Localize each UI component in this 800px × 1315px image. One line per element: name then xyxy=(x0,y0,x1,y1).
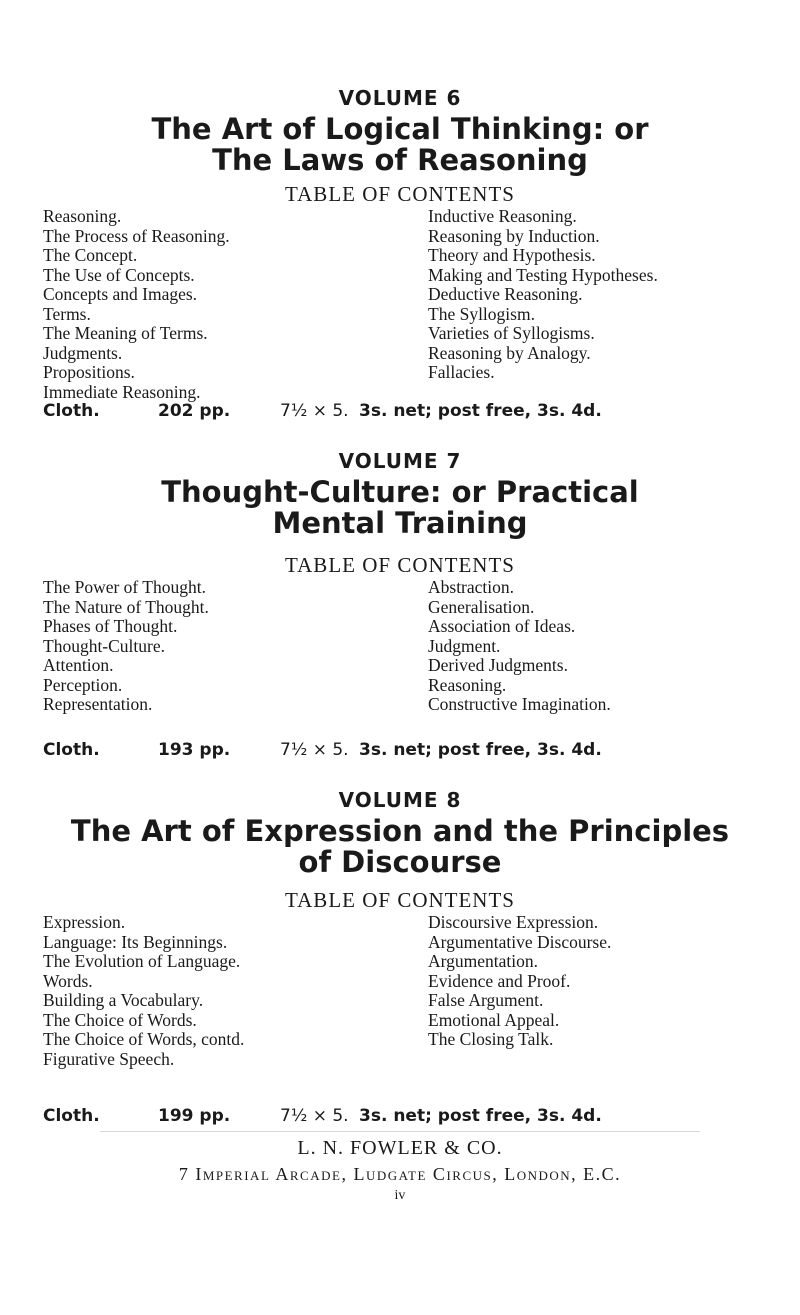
toc-item: Making and Testing Hypotheses. xyxy=(428,264,658,285)
volume-title xyxy=(0,114,800,176)
publisher-name: L. N. FOWLER & CO. xyxy=(297,1137,503,1159)
toc-item: Concepts and Images. xyxy=(43,284,198,304)
toc-item: Deductive Reasoning. xyxy=(428,284,583,304)
toc-item: Evidence and Proof. xyxy=(428,970,571,991)
toc-item: Derived Judgments. xyxy=(428,655,568,675)
toc-item: Association of Ideas. xyxy=(428,616,576,636)
toc-item: Judgments. xyxy=(43,342,123,363)
toc-item: The Use of Concepts. xyxy=(43,264,195,285)
page-count: 193 pp. xyxy=(158,740,231,760)
toc-right-column xyxy=(428,578,611,715)
toc-item: The Choice of Words. xyxy=(43,1009,197,1030)
toc-item: The Concept. xyxy=(43,245,138,265)
toc-columns xyxy=(0,578,800,798)
toc-item: Figurative Speech. xyxy=(43,1048,175,1069)
volume-8-section xyxy=(0,788,800,1133)
toc-item: Phases of Thought. xyxy=(43,616,178,636)
toc-item: Expression. xyxy=(43,912,126,932)
toc-item: Fallacies. xyxy=(428,362,495,382)
toc-item: Language: Its Beginnings. xyxy=(43,931,228,952)
toc-item: Representation. xyxy=(43,694,153,714)
volume-title xyxy=(0,477,800,539)
toc-item: Judgment. xyxy=(428,635,501,656)
toc-item: The Syllogism. xyxy=(428,303,535,324)
toc-item: Constructive Imagination. xyxy=(428,694,611,714)
toc-left-column xyxy=(43,578,209,715)
price: 3s. net; post free, 3s. 4d. xyxy=(359,401,602,421)
toc-item: Attention. xyxy=(43,655,114,675)
toc-item: Argumentative Discourse. xyxy=(428,931,612,952)
toc-item: Reasoning by Analogy. xyxy=(428,342,591,363)
toc-item: Reasoning. xyxy=(428,674,507,695)
toc-item: Theory and Hypothesis. xyxy=(428,245,596,265)
toc-item: Emotional Appeal. xyxy=(428,1009,560,1030)
volume-title-line: Thought-Culture: or Practical xyxy=(161,475,639,509)
toc-item: The Nature of Thought. xyxy=(43,596,209,617)
toc-item: Reasoning by Induction. xyxy=(428,225,600,246)
toc-item: The Closing Talk. xyxy=(428,1029,554,1049)
book-size: 7½ × 5. xyxy=(280,740,349,760)
toc-item: The Process of Reasoning. xyxy=(43,225,230,246)
toc-item: Varieties of Syllogisms. xyxy=(428,323,595,343)
toc-item: Inductive Reasoning. xyxy=(428,206,577,226)
volume-label: VOLUME 6 xyxy=(338,86,462,110)
book-size: 7½ × 5. xyxy=(280,1106,349,1126)
divider-rule xyxy=(100,1131,700,1132)
toc-item: Terms. xyxy=(43,303,91,324)
volume-label: VOLUME 8 xyxy=(338,788,462,812)
toc-left-column xyxy=(43,913,244,1069)
binding: Cloth. xyxy=(43,740,100,760)
volume-title xyxy=(0,816,800,878)
toc-heading: TABLE OF CONTENTS xyxy=(285,182,515,206)
volume-title-line: The Laws of Reasoning xyxy=(212,143,588,177)
toc-columns xyxy=(0,207,800,427)
volume-6-section xyxy=(0,86,800,427)
price: 3s. net; post free, 3s. 4d. xyxy=(359,740,602,760)
volume-title-line: of Discourse xyxy=(298,845,502,879)
toc-item: The Meaning of Terms. xyxy=(43,323,208,343)
toc-item: Abstraction. xyxy=(428,577,515,597)
price: 3s. net; post free, 3s. 4d. xyxy=(359,1106,602,1126)
publisher-address: 7 Imperial Arcade, Ludgate Circus, London, E.C. xyxy=(178,1164,622,1184)
volume-label: VOLUME 7 xyxy=(338,449,462,473)
toc-item: Propositions. xyxy=(43,362,135,382)
volume-title-line: Mental Training xyxy=(272,506,528,540)
toc-item: Perception. xyxy=(43,674,123,695)
page-number: iv xyxy=(394,1188,406,1203)
toc-columns xyxy=(0,913,800,1133)
toc-item: False Argument. xyxy=(428,990,544,1010)
toc-item: The Choice of Words, contd. xyxy=(43,1029,245,1049)
toc-heading: TABLE OF CONTENTS xyxy=(285,888,515,912)
page-count: 202 pp. xyxy=(158,401,231,421)
toc-heading: TABLE OF CONTENTS xyxy=(285,553,515,577)
toc-item: Thought-Culture. xyxy=(43,635,165,656)
volume-title-line: The Art of Expression and the Principles xyxy=(70,814,730,848)
toc-right-column xyxy=(428,207,658,383)
toc-item: Argumentation. xyxy=(428,951,539,971)
toc-item: The Evolution of Language. xyxy=(43,951,241,971)
toc-item: Reasoning. xyxy=(43,206,122,226)
toc-item: The Power of Thought. xyxy=(43,577,206,597)
toc-item: Generalisation. xyxy=(428,596,535,617)
toc-item: Discoursive Expression. xyxy=(428,912,599,932)
binding: Cloth. xyxy=(43,1106,100,1126)
book-size: 7½ × 5. xyxy=(280,401,349,421)
toc-item: Words. xyxy=(43,970,93,991)
volume-title-line: The Art of Logical Thinking: or xyxy=(151,112,649,146)
binding: Cloth. xyxy=(43,401,100,421)
toc-item: Immediate Reasoning. xyxy=(43,381,201,402)
toc-right-column xyxy=(428,913,611,1050)
page-count: 199 pp. xyxy=(158,1106,231,1126)
toc-item: Building a Vocabulary. xyxy=(43,990,204,1010)
toc-left-column xyxy=(43,207,230,402)
